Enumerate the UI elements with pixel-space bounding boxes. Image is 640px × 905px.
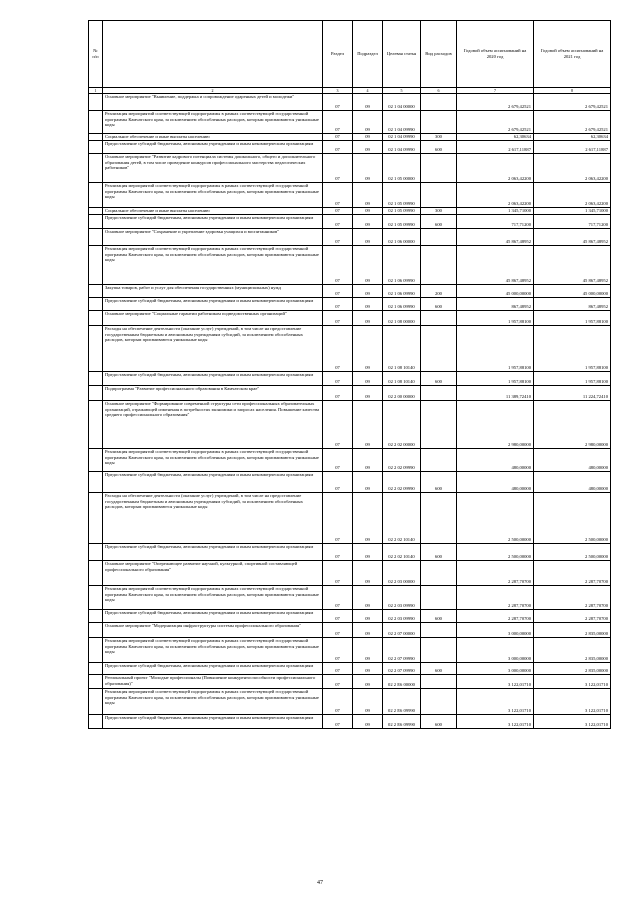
row-name: Предоставление субсидий бюджетным, автономным учреждениям и иным некоммерческим организациям [103, 610, 323, 623]
row-target-article: 02 1 06 09990 [383, 285, 421, 298]
table-row [89, 689, 611, 715]
row-amount-2021: 867,48952 [534, 298, 611, 311]
row-podrazdel: 09 [353, 154, 383, 183]
row-podrazdel: 09 [353, 246, 383, 285]
row-razdel: 07 [323, 561, 353, 586]
row-amount-2020: 2 679,42521 [457, 94, 534, 111]
table-row [89, 623, 611, 638]
row-podrazdel: 09 [353, 298, 383, 311]
row-amount-2021: 45 867,48952 [534, 229, 611, 246]
row-name: Закупка товаров, работ и услуг для обеспечения государственных (муниципальных) нужд [103, 285, 323, 298]
table-row [89, 449, 611, 472]
row-name: Социальное обеспечение и иные выплаты населению [103, 208, 323, 215]
row-amount-2021: 3 122,01710 [534, 715, 611, 729]
row-expense-type [421, 493, 457, 544]
row-number [89, 638, 103, 663]
row-podrazdel: 09 [353, 610, 383, 623]
row-name: Расходы на обеспечение деятельности (оказание услуг) учреждений, в том числе на предоставление государственным бюджетным и автономным учреждениям субсидий, за исключением обособленных расходов, которым присваиваются уникальные коды [103, 493, 323, 544]
row-razdel: 07 [323, 154, 353, 183]
row-expense-type: 600 [421, 663, 457, 675]
row-razdel: 07 [323, 638, 353, 663]
row-amount-2020: 3 122,01710 [457, 675, 534, 689]
row-number [89, 715, 103, 729]
row-podrazdel: 09 [353, 689, 383, 715]
table-row [89, 311, 611, 326]
row-number [89, 472, 103, 493]
row-podrazdel: 09 [353, 285, 383, 298]
column-number: 6 [421, 88, 457, 94]
table-row [89, 154, 611, 183]
row-number [89, 285, 103, 298]
table-row [89, 285, 611, 298]
row-amount-2020: 11 389,72410 [457, 386, 534, 401]
row-amount-2021: 2 679,42521 [534, 111, 611, 134]
row-target-article: 02 1 06 09990 [383, 298, 421, 311]
row-number [89, 623, 103, 638]
row-amount-2021: 1 957,88100 [534, 372, 611, 386]
row-expense-type: 600 [421, 372, 457, 386]
row-amount-2021: 2 835,00000 [534, 638, 611, 663]
row-podrazdel: 09 [353, 623, 383, 638]
table-row [89, 141, 611, 154]
header-razdel: Раздел [323, 21, 353, 88]
row-target-article: 02 2 E6 09990 [383, 715, 421, 729]
row-amount-2020: 3 122,01710 [457, 715, 534, 729]
row-number [89, 544, 103, 561]
table-row [89, 183, 611, 208]
row-podrazdel: 09 [353, 215, 383, 229]
table-row [89, 561, 611, 586]
row-expense-type: 600 [421, 544, 457, 561]
row-name: Основное мероприятие "Социальные гарантии работникам подведомственных организаций" [103, 311, 323, 326]
row-razdel: 07 [323, 229, 353, 246]
row-amount-2020: 1 957,88100 [457, 326, 534, 372]
row-amount-2021: 1 345,71000 [534, 208, 611, 215]
row-target-article: 02 1 04 00000 [383, 94, 421, 111]
row-number [89, 386, 103, 401]
row-razdel: 07 [323, 401, 353, 449]
row-expense-type [421, 229, 457, 246]
row-podrazdel: 09 [353, 449, 383, 472]
row-name: Предоставление субсидий бюджетным, автономным учреждениям и иным некоммерческим организациям [103, 472, 323, 493]
row-razdel: 07 [323, 586, 353, 610]
row-name: Основное мероприятие "Опережающее развитие научной, культурной, спортивной составляющей профессионального образования" [103, 561, 323, 586]
row-name: Предоставление субсидий бюджетным, автономным учреждениям и иным некоммерческим организациям [103, 544, 323, 561]
row-amount-2020: 3 000,00000 [457, 623, 534, 638]
row-amount-2020: 2 679,42521 [457, 111, 534, 134]
column-number: 4 [353, 88, 383, 94]
row-amount-2021: 2 287,70700 [534, 561, 611, 586]
row-target-article: 02 2 E6 00000 [383, 675, 421, 689]
row-name: Предоставление субсидий бюджетным, автономным учреждениям и иным некоммерческим организациям [103, 298, 323, 311]
row-name: Основное мероприятие "Модернизация инфраструктуры системы профессионального образования" [103, 623, 323, 638]
row-razdel: 07 [323, 449, 353, 472]
row-podrazdel: 09 [353, 561, 383, 586]
row-number [89, 298, 103, 311]
table-row [89, 208, 611, 215]
row-amount-2021: 2 500,00000 [534, 544, 611, 561]
table-body [89, 94, 611, 729]
row-razdel: 07 [323, 689, 353, 715]
row-target-article: 02 1 06 09990 [383, 246, 421, 285]
row-amount-2021: 2 980,00000 [534, 401, 611, 449]
row-amount-2021: 11 224,72410 [534, 386, 611, 401]
row-expense-type [421, 246, 457, 285]
row-name: Основное мероприятие "Развитие кадрового потенциала системы дошкольного, общего и дополнительного образования детей, в том числе проведение конкурсов профессионального мастерства педагогических работников" [103, 154, 323, 183]
row-amount-2020: 2 287,70700 [457, 610, 534, 623]
row-expense-type [421, 689, 457, 715]
row-number [89, 449, 103, 472]
row-podrazdel: 09 [353, 638, 383, 663]
table-row [89, 715, 611, 729]
row-expense-type: 600 [421, 610, 457, 623]
row-name: Реализация мероприятий соответствующей подпрограммы в рамках соответствующей государственной программы Камчатского края, за исключением обособленных расходов, которым присваиваются уникальные коды [103, 586, 323, 610]
row-amount-2020: 45 867,48952 [457, 229, 534, 246]
row-amount-2021: 3 122,01710 [534, 675, 611, 689]
table-row [89, 215, 611, 229]
row-name: Реализация мероприятий соответствующей подпрограммы в рамках соответствующей государственной программы Камчатского края, за исключением обособленных расходов, которым присваиваются уникальные коды [103, 689, 323, 715]
column-number: 8 [534, 88, 611, 94]
row-podrazdel: 09 [353, 94, 383, 111]
header-no: № п/п [89, 21, 103, 88]
row-expense-type: 300 [421, 208, 457, 215]
row-amount-2020: 1 345,71000 [457, 208, 534, 215]
header-2020-volume: Годовой объем ассигнований на 2020 год [457, 21, 534, 88]
row-target-article: 02 2 00 00000 [383, 386, 421, 401]
row-amount-2021: 480,00000 [534, 472, 611, 493]
row-name: Предоставление субсидий бюджетным, автономным учреждениям и иным некоммерческим организациям [103, 215, 323, 229]
table-row [89, 386, 611, 401]
row-razdel: 07 [323, 141, 353, 154]
row-amount-2020: 1 957,88100 [457, 372, 534, 386]
row-podrazdel: 09 [353, 386, 383, 401]
row-podrazdel: 09 [353, 544, 383, 561]
row-podrazdel: 09 [353, 111, 383, 134]
row-target-article: 02 2 02 09990 [383, 472, 421, 493]
row-razdel: 07 [323, 215, 353, 229]
row-razdel: 07 [323, 493, 353, 544]
row-number [89, 141, 103, 154]
row-podrazdel: 09 [353, 586, 383, 610]
row-target-article: 02 2 07 00000 [383, 623, 421, 638]
row-amount-2020: 2 063,42200 [457, 183, 534, 208]
row-target-article: 02 1 05 09990 [383, 208, 421, 215]
row-number [89, 215, 103, 229]
table-row [89, 326, 611, 372]
row-number [89, 586, 103, 610]
row-amount-2021: 2 063,42200 [534, 183, 611, 208]
row-number [89, 401, 103, 449]
row-expense-type: 200 [421, 285, 457, 298]
row-amount-2021: 717,71200 [534, 215, 611, 229]
row-expense-type [421, 638, 457, 663]
header-row [89, 21, 611, 88]
row-target-article: 02 2 02 00000 [383, 401, 421, 449]
row-expense-type [421, 154, 457, 183]
row-number [89, 208, 103, 215]
row-target-article: 02 1 08 00000 [383, 311, 421, 326]
row-expense-type [421, 94, 457, 111]
header-podrazdel: Подраздел [353, 21, 383, 88]
table-row [89, 586, 611, 610]
row-amount-2020: 867,48952 [457, 298, 534, 311]
row-number [89, 663, 103, 675]
row-target-article: 02 1 05 09990 [383, 183, 421, 208]
table-row [89, 134, 611, 141]
row-amount-2021: 480,00000 [534, 449, 611, 472]
row-amount-2020: 717,71200 [457, 215, 534, 229]
row-amount-2021: 2 500,00000 [534, 493, 611, 544]
row-podrazdel: 09 [353, 663, 383, 675]
row-name: Реализация мероприятий соответствующей подпрограммы в рамках соответствующей государственной программы Камчатского края, за исключением обособленных расходов, которым присваиваются уникальные коды [103, 111, 323, 134]
row-podrazdel: 09 [353, 141, 383, 154]
row-razdel: 07 [323, 544, 353, 561]
row-amount-2020: 45 867,48952 [457, 246, 534, 285]
row-number [89, 610, 103, 623]
row-amount-2020: 2 287,70700 [457, 561, 534, 586]
row-amount-2021: 2 835,00000 [534, 663, 611, 675]
row-number [89, 311, 103, 326]
row-amount-2020: 2 617,11887 [457, 141, 534, 154]
row-amount-2021: 45 000,00000 [534, 285, 611, 298]
row-expense-type [421, 326, 457, 372]
row-amount-2020: 2 063,42200 [457, 154, 534, 183]
row-expense-type [421, 311, 457, 326]
row-razdel: 07 [323, 311, 353, 326]
row-target-article: 02 1 08 10140 [383, 372, 421, 386]
table-row [89, 111, 611, 134]
row-podrazdel: 09 [353, 472, 383, 493]
row-podrazdel: 09 [353, 715, 383, 729]
row-amount-2020: 2 500,00000 [457, 493, 534, 544]
row-name: Расходы на обеспечение деятельности (оказание услуг) учреждений, в том числе на предоставление государственным бюджетным и автономным учреждениям субсидий, за исключением обособленных расходов, которым присваиваются уникальные коды [103, 326, 323, 372]
table-row [89, 472, 611, 493]
row-razdel: 07 [323, 298, 353, 311]
row-razdel: 07 [323, 386, 353, 401]
row-expense-type: 600 [421, 141, 457, 154]
row-number [89, 183, 103, 208]
row-amount-2021: 2 835,00000 [534, 623, 611, 638]
table-row [89, 298, 611, 311]
row-name: Предоставление субсидий бюджетным, автономным учреждениям и иным некоммерческим организациям [103, 141, 323, 154]
row-razdel: 07 [323, 94, 353, 111]
row-target-article: 02 2 02 10140 [383, 544, 421, 561]
table-row [89, 229, 611, 246]
row-amount-2020: 2 287,70700 [457, 586, 534, 610]
row-number [89, 372, 103, 386]
row-name: Реализация мероприятий соответствующей подпрограммы в рамках соответствующей государственной программы Камчатского края, за исключением обособленных расходов, которым присваиваются уникальные коды [103, 638, 323, 663]
row-expense-type: 600 [421, 472, 457, 493]
row-expense-type [421, 675, 457, 689]
header-name [103, 21, 323, 88]
row-expense-type [421, 623, 457, 638]
table-row [89, 638, 611, 663]
row-razdel: 07 [323, 372, 353, 386]
row-expense-type [421, 449, 457, 472]
row-target-article: 02 2 E6 09990 [383, 689, 421, 715]
row-razdel: 07 [323, 183, 353, 208]
row-amount-2020: 1 957,88100 [457, 311, 534, 326]
row-expense-type [421, 586, 457, 610]
row-razdel: 07 [323, 675, 353, 689]
row-target-article: 02 1 05 09990 [383, 215, 421, 229]
row-expense-type [421, 183, 457, 208]
row-target-article: 02 2 03 09990 [383, 610, 421, 623]
row-name: Подпрограмма "Развитие профессионального образования в Камчатском крае" [103, 386, 323, 401]
row-razdel: 07 [323, 610, 353, 623]
table-row [89, 401, 611, 449]
row-razdel: 07 [323, 285, 353, 298]
column-number: 2 [103, 88, 323, 94]
row-podrazdel: 09 [353, 208, 383, 215]
row-amount-2021: 1 957,88100 [534, 311, 611, 326]
row-podrazdel: 09 [353, 326, 383, 372]
row-target-article: 02 1 04 09990 [383, 134, 421, 141]
row-amount-2020: 45 000,00000 [457, 285, 534, 298]
row-number [89, 689, 103, 715]
row-expense-type [421, 386, 457, 401]
row-amount-2021: 2 679,42521 [534, 94, 611, 111]
row-podrazdel: 09 [353, 675, 383, 689]
row-target-article: 02 1 08 10140 [383, 326, 421, 372]
row-razdel: 07 [323, 208, 353, 215]
row-target-article: 02 1 05 00000 [383, 154, 421, 183]
row-amount-2020: 2 500,00000 [457, 544, 534, 561]
row-name: Реализация мероприятий соответствующей подпрограммы в рамках соответствующей государственной программы Камчатского края, за исключением обособленных расходов, которым присваиваются уникальные коды [103, 183, 323, 208]
row-number [89, 154, 103, 183]
page-number: 47 [317, 880, 323, 886]
row-target-article: 02 2 03 09990 [383, 586, 421, 610]
row-razdel: 07 [323, 246, 353, 285]
row-target-article: 02 2 03 00000 [383, 561, 421, 586]
column-number: 7 [457, 88, 534, 94]
row-name: Реализация мероприятий соответствующей подпрограммы в рамках соответствующей государственной программы Камчатского края, за исключением обособленных расходов, которым присваиваются уникальные коды [103, 449, 323, 472]
row-amount-2021: 2 287,70700 [534, 586, 611, 610]
table-row [89, 663, 611, 675]
row-number [89, 326, 103, 372]
row-podrazdel: 09 [353, 401, 383, 449]
row-number [89, 675, 103, 689]
row-target-article: 02 2 07 09990 [383, 663, 421, 675]
row-target-article: 02 2 07 09990 [383, 638, 421, 663]
header-expense-type: Вид расходов [421, 21, 457, 88]
row-amount-2020: 2 980,00000 [457, 401, 534, 449]
row-name: Основное мероприятие "Сохранение и укрепление здоровья учащихся и воспитанников" [103, 229, 323, 246]
row-name: Реализация мероприятий соответствующей подпрограммы в рамках соответствующей государственной программы Камчатского края, за исключением обособленных расходов, которым присваиваются уникальные коды [103, 246, 323, 285]
row-razdel: 07 [323, 326, 353, 372]
row-expense-type: 600 [421, 298, 457, 311]
row-target-article: 02 2 02 10140 [383, 493, 421, 544]
row-podrazdel: 09 [353, 493, 383, 544]
column-number: 3 [323, 88, 353, 94]
row-amount-2021: 45 867,48952 [534, 246, 611, 285]
row-name: Предоставление субсидий бюджетным, автономным учреждениям и иным некоммерческим организациям [103, 372, 323, 386]
row-amount-2021: 2 617,11887 [534, 141, 611, 154]
row-podrazdel: 09 [353, 311, 383, 326]
row-razdel: 07 [323, 472, 353, 493]
row-name: Предоставление субсидий бюджетным, автономным учреждениям и иным некоммерческим организациям [103, 715, 323, 729]
row-number [89, 111, 103, 134]
row-amount-2020: 3 000,00000 [457, 663, 534, 675]
row-number [89, 493, 103, 544]
row-amount-2021: 62,30634 [534, 134, 611, 141]
row-target-article: 02 1 04 09990 [383, 141, 421, 154]
table-row [89, 493, 611, 544]
header-target-article: Целевая статья [383, 21, 421, 88]
row-amount-2020: 480,00000 [457, 449, 534, 472]
row-expense-type: 300 [421, 134, 457, 141]
row-target-article: 02 1 06 00000 [383, 229, 421, 246]
table-row [89, 246, 611, 285]
row-razdel: 07 [323, 134, 353, 141]
budget-table-sheet [88, 20, 610, 729]
row-expense-type [421, 401, 457, 449]
table-row [89, 675, 611, 689]
row-podrazdel: 09 [353, 183, 383, 208]
table-row [89, 94, 611, 111]
row-number [89, 134, 103, 141]
row-razdel: 07 [323, 623, 353, 638]
row-amount-2020: 480,00000 [457, 472, 534, 493]
row-name: Предоставление субсидий бюджетным, автономным учреждениям и иным некоммерческим организациям [103, 663, 323, 675]
row-podrazdel: 09 [353, 372, 383, 386]
row-name: Социальное обеспечение и иные выплаты населению [103, 134, 323, 141]
table-row [89, 544, 611, 561]
row-amount-2020: 3 000,00000 [457, 638, 534, 663]
row-target-article: 02 1 04 09990 [383, 111, 421, 134]
row-razdel: 07 [323, 715, 353, 729]
row-podrazdel: 09 [353, 229, 383, 246]
row-amount-2021: 3 122,01710 [534, 689, 611, 715]
header-2021-volume: Годовой объем ассигнований на 2021 год [534, 21, 611, 88]
row-number [89, 561, 103, 586]
row-amount-2020: 62,30634 [457, 134, 534, 141]
table-row [89, 610, 611, 623]
row-expense-type: 600 [421, 215, 457, 229]
budget-table [88, 20, 611, 729]
row-amount-2021: 2 063,42200 [534, 154, 611, 183]
row-amount-2021: 1 957,88100 [534, 326, 611, 372]
row-target-article: 02 2 02 09990 [383, 449, 421, 472]
row-amount-2020: 3 122,01710 [457, 689, 534, 715]
row-podrazdel: 09 [353, 134, 383, 141]
table-row [89, 372, 611, 386]
row-expense-type [421, 111, 457, 134]
row-name: Основное мероприятие "Выявление, поддержка и сопровождение одаренных детей и молодежи" [103, 94, 323, 111]
row-amount-2021: 2 287,70700 [534, 610, 611, 623]
row-razdel: 07 [323, 111, 353, 134]
column-number: 5 [383, 88, 421, 94]
row-number [89, 246, 103, 285]
row-expense-type: 600 [421, 715, 457, 729]
row-number [89, 229, 103, 246]
row-name: Основное мероприятие "Формирование современной структуры сети профессиональных образовательных организаций, отражающей изменения в потребностях экономики и запросах населения. Повышение качества среднего профессионального образования" [103, 401, 323, 449]
row-razdel: 07 [323, 663, 353, 675]
row-name: Региональный проект "Молодые профессионалы (Повышение конкурентоспособности профессионального образования)" [103, 675, 323, 689]
column-number: 1 [89, 88, 103, 94]
row-expense-type [421, 561, 457, 586]
row-number [89, 94, 103, 111]
